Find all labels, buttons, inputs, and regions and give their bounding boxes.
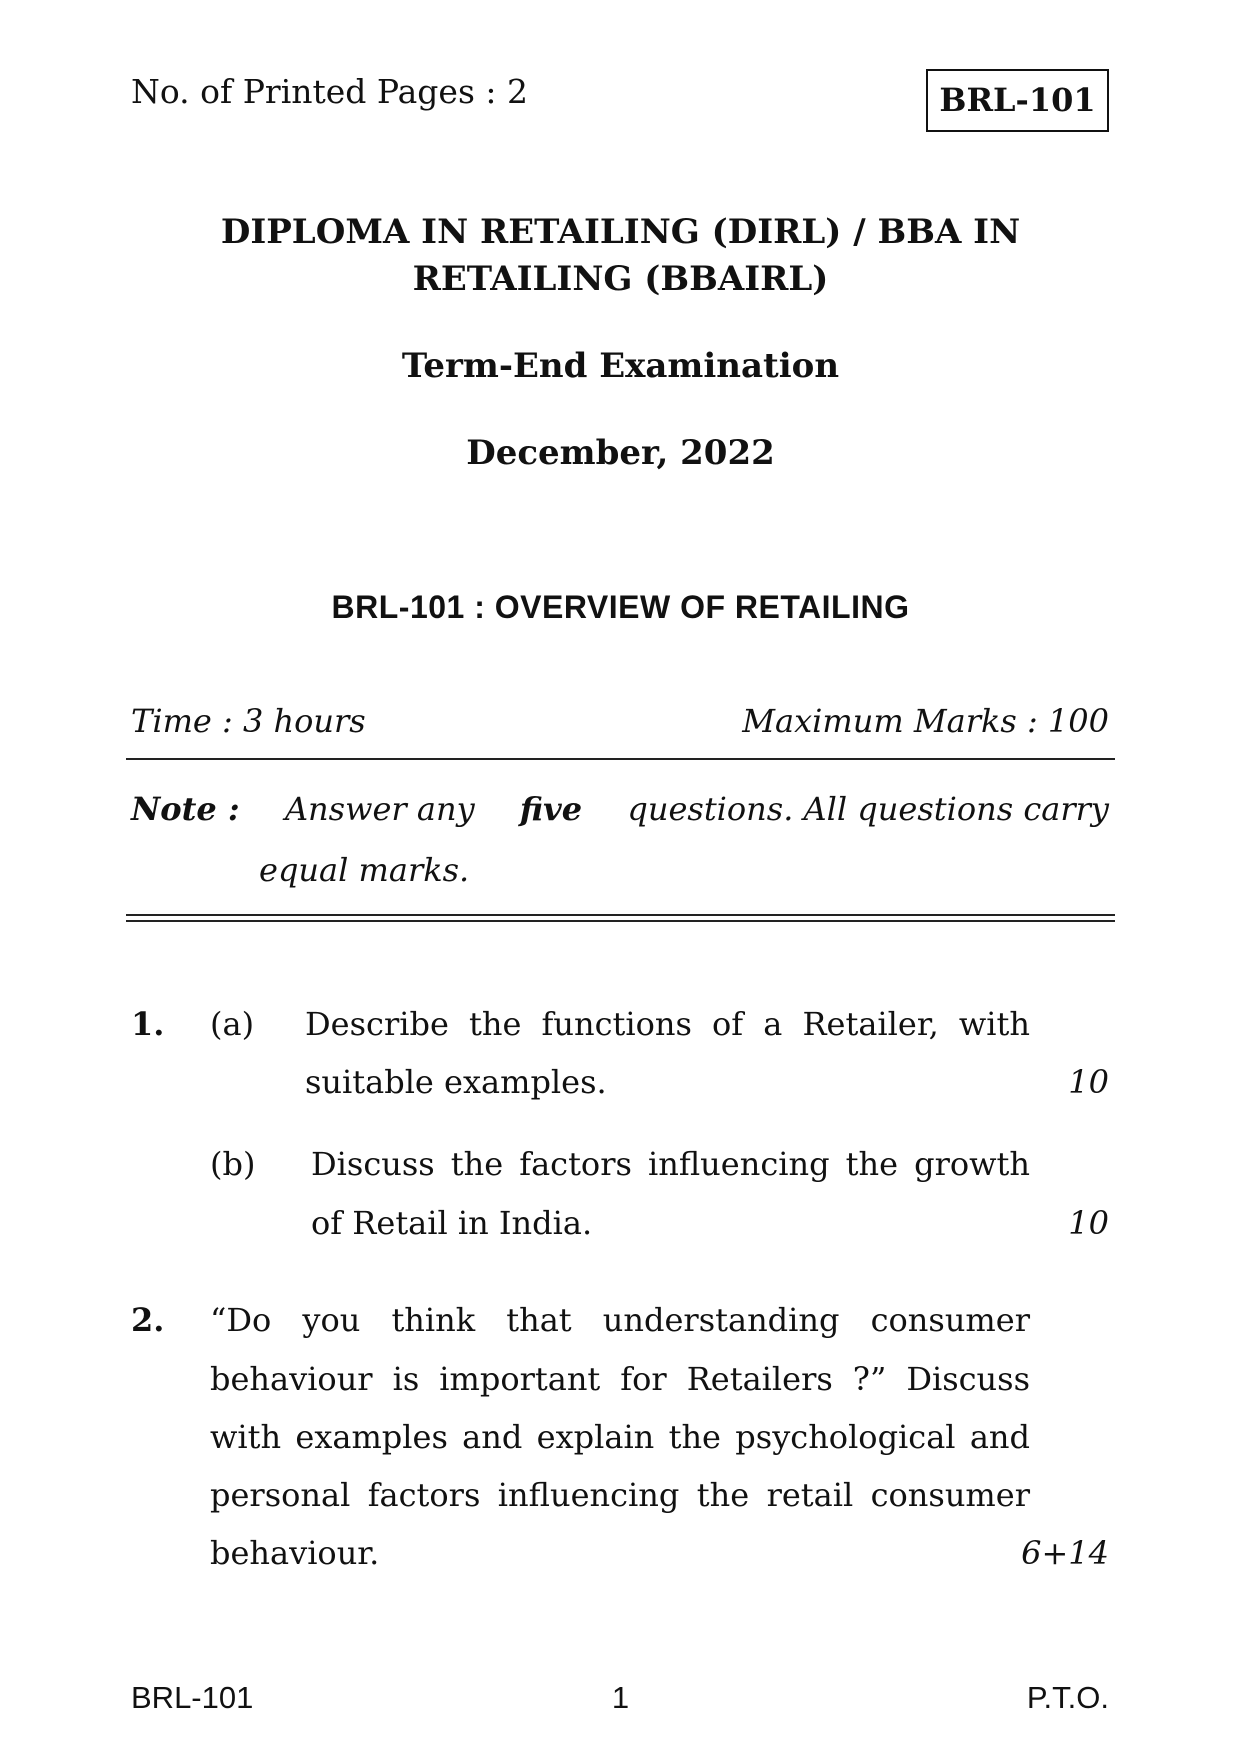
course-code-box: BRL-101	[926, 69, 1109, 132]
question-number: 2.	[131, 1301, 165, 1339]
maximum-marks: Maximum Marks : 100	[742, 702, 1109, 740]
programme-title-line2: RETAILING (BBAIRL)	[412, 259, 829, 299]
note-line1: Note : Answer any five questions. All questions carry	[131, 790, 1109, 828]
question-text: Discuss the factors influencing the growth	[311, 1145, 1030, 1183]
question-text: suitable examples.	[305, 1063, 607, 1101]
note-label: Note :	[131, 790, 240, 828]
note-line2: equal marks.	[259, 851, 470, 889]
part-label: (b)	[210, 1145, 256, 1183]
time-allowed: Time : 3 hours	[131, 702, 366, 740]
question-text: personal factors influencing the retail consumer	[210, 1476, 1030, 1514]
printed-pages: No. of Printed Pages : 2	[131, 72, 528, 111]
marks: 10	[1068, 1063, 1109, 1101]
programme-title-line1: DIPLOMA IN RETAILING (DIRL) / BBA IN	[220, 212, 1021, 252]
marks: 10	[1068, 1204, 1109, 1242]
divider	[126, 758, 1115, 760]
marks: 6+14	[1021, 1534, 1109, 1572]
footer-code: BRL-101	[131, 1680, 254, 1715]
question-text: “Do you think that understanding consumer	[210, 1301, 1030, 1339]
course-title: BRL-101 : OVERVIEW OF RETAILING	[331, 589, 910, 625]
exam-name: Term-End Examination	[401, 346, 840, 386]
double-rule-top	[126, 914, 1115, 916]
question-text: Describe the functions of a Retailer, with	[305, 1005, 1030, 1043]
page-number: 1	[611, 1680, 630, 1715]
question-number: 1.	[131, 1005, 165, 1043]
question-text: behaviour is important for Retailers ?” Discuss	[210, 1360, 1030, 1398]
double-rule-bottom	[126, 920, 1115, 922]
part-label: (a)	[210, 1005, 255, 1043]
question-text: behaviour.	[210, 1534, 380, 1572]
question-text: of Retail in India.	[311, 1204, 593, 1242]
please-turn-over: P.T.O.	[1026, 1680, 1109, 1715]
question-text: with examples and explain the psychological and	[210, 1418, 1030, 1456]
exam-date: December, 2022	[466, 433, 775, 473]
